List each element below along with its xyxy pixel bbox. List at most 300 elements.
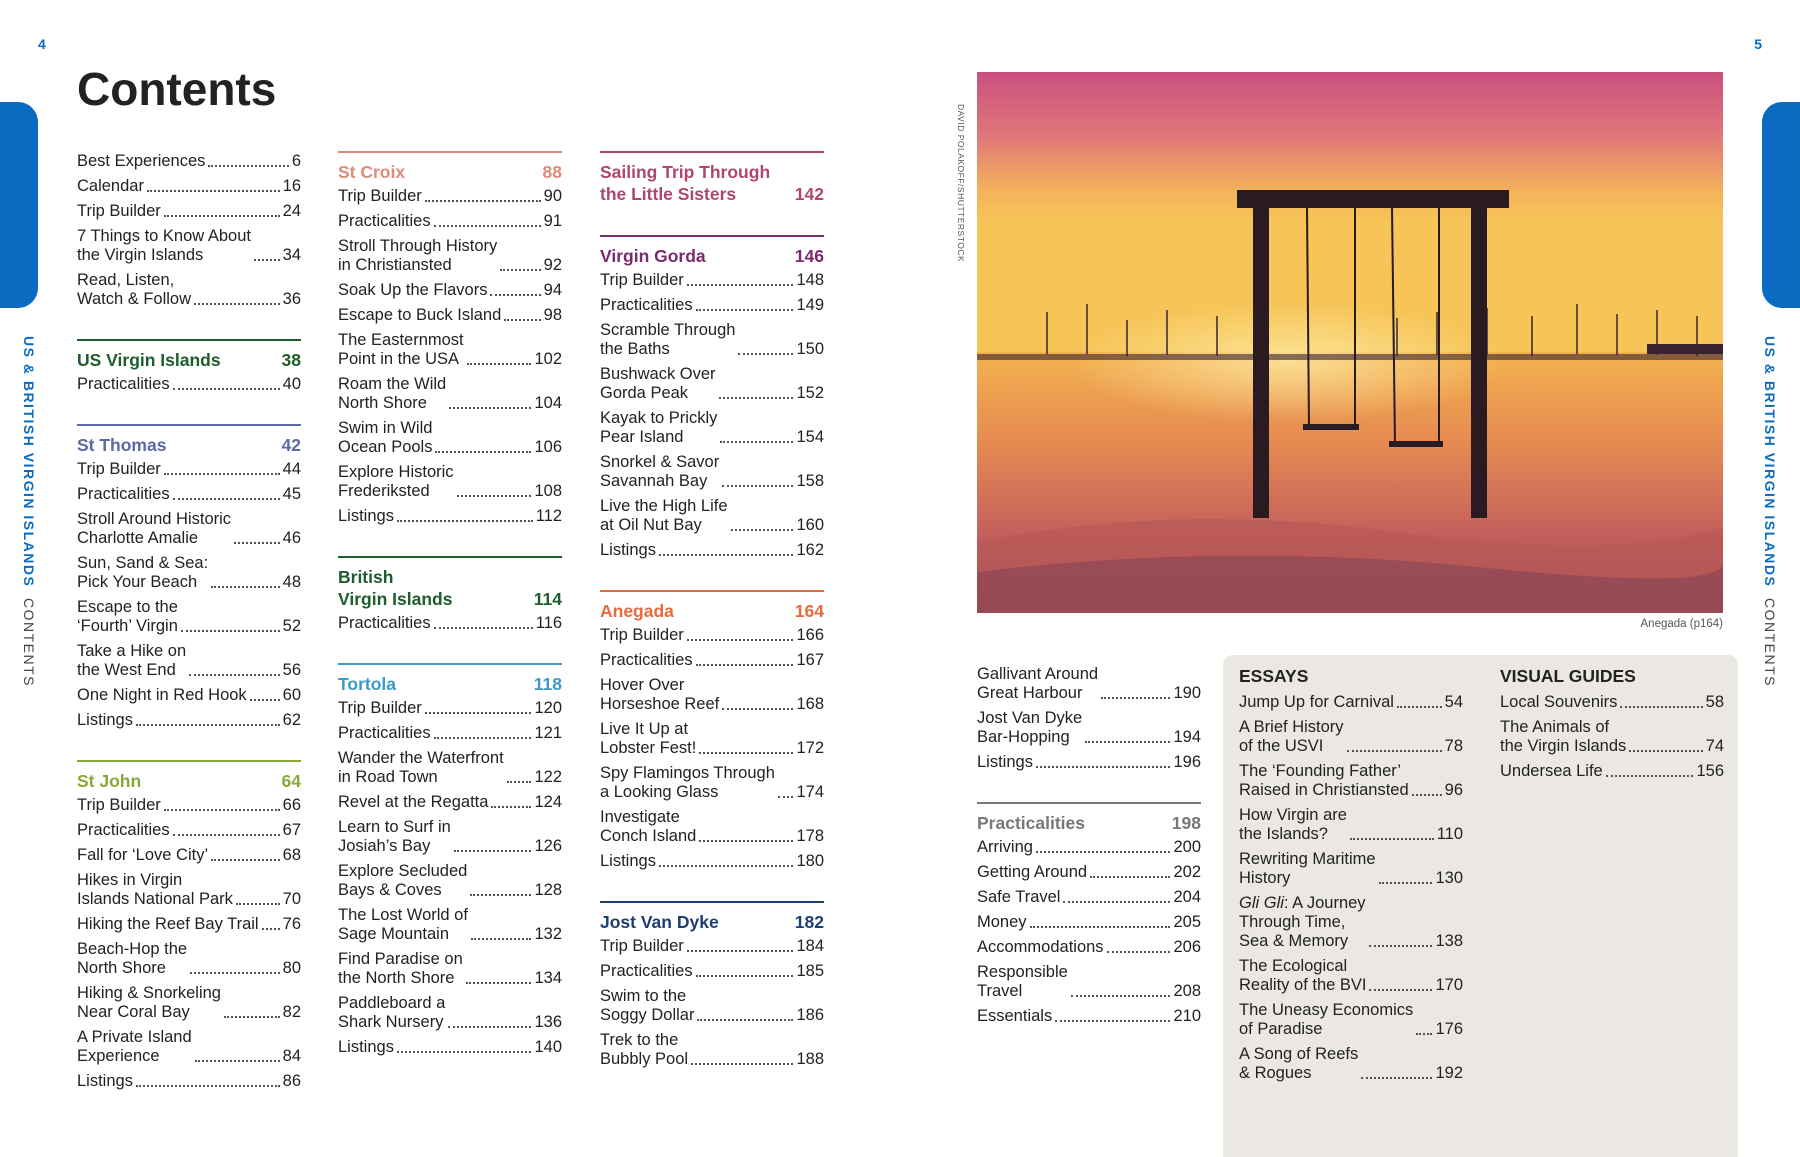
dot-leader <box>164 809 280 811</box>
toc-entry[interactable] <box>600 541 824 560</box>
dot-leader <box>722 485 793 487</box>
toc-entry-page: 206 <box>1173 938 1201 956</box>
toc-section-jost-van-dyke <box>600 901 824 1069</box>
toc-entry[interactable] <box>338 862 562 900</box>
toc-entry-title <box>338 237 497 275</box>
toc-entry[interactable] <box>977 838 1201 857</box>
toc-entry-page: 96 <box>1444 781 1463 799</box>
dot-leader <box>691 1063 793 1065</box>
dot-leader <box>490 294 540 296</box>
toc-entry[interactable] <box>338 699 562 718</box>
toc-entry[interactable] <box>977 709 1201 747</box>
toc-entry-page: 174 <box>796 783 824 801</box>
anegada-sunset-photo <box>977 72 1723 613</box>
toc-entry-title <box>977 938 1104 957</box>
toc-section-sailing-trip <box>600 151 824 205</box>
dot-leader <box>1107 951 1171 953</box>
toc-entry[interactable] <box>338 724 562 743</box>
toc-entry-title <box>338 281 487 300</box>
toc-entry-page: 46 <box>282 529 301 547</box>
toc-entry-page: 180 <box>796 852 824 870</box>
toc-entry-page: 188 <box>796 1050 824 1068</box>
toc-entry-page: 92 <box>543 256 562 274</box>
dot-leader <box>1063 901 1170 903</box>
dot-leader <box>164 473 280 475</box>
dot-leader <box>1036 766 1171 768</box>
toc-entry[interactable] <box>600 296 824 315</box>
toc-entry-line: Paddleboard a <box>338 994 446 1012</box>
toc-entry-title <box>600 651 693 670</box>
dot-leader <box>1369 945 1433 947</box>
toc-entry[interactable] <box>1500 693 1724 712</box>
toc-entry-page: 76 <box>282 915 301 933</box>
toc-entry[interactable] <box>77 846 301 865</box>
dot-leader <box>448 1026 531 1028</box>
toc-entry-line: Practicalities <box>77 821 170 839</box>
page-number-left: 4 <box>38 36 46 52</box>
toc-entry-line: Trip Builder <box>338 187 422 205</box>
toc-entry-page: 52 <box>282 617 301 635</box>
toc-entry-page: 148 <box>796 271 824 289</box>
toc-entry-line: Hikes in Virgin <box>77 871 183 889</box>
toc-entry[interactable] <box>1239 762 1463 800</box>
toc-entry-page: 202 <box>1173 863 1201 881</box>
toc-entry[interactable] <box>338 331 562 369</box>
toc-entry[interactable] <box>1239 806 1463 844</box>
dot-leader <box>434 225 541 227</box>
toc-entry[interactable] <box>600 987 824 1025</box>
toc-entry-title <box>977 913 1027 932</box>
toc-entry-title <box>977 888 1060 907</box>
toc-entry[interactable] <box>77 177 301 196</box>
toc-entry[interactable] <box>1239 894 1463 951</box>
dot-leader <box>435 451 531 453</box>
dot-leader <box>147 190 280 192</box>
toc-entry[interactable] <box>600 937 824 956</box>
toc-entry-page: 60 <box>282 686 301 704</box>
section-header[interactable] <box>338 556 562 610</box>
toc-entry-line: Frederiksted <box>338 482 430 500</box>
toc-entry[interactable] <box>338 507 562 526</box>
toc-entry-line: Safe Travel <box>977 888 1061 906</box>
toc-entry-line: Sage Mountain <box>338 925 449 943</box>
toc-entry-line: Listings <box>338 1038 394 1056</box>
toc-column-4 <box>977 665 1201 1056</box>
dot-leader <box>1350 838 1434 840</box>
section-header[interactable] <box>600 590 824 622</box>
toc-entry[interactable] <box>77 984 301 1022</box>
dot-leader <box>189 674 279 676</box>
dot-leader <box>731 529 794 531</box>
dot-leader <box>194 303 280 305</box>
toc-entry-line: Experience <box>77 1047 160 1065</box>
toc-entry[interactable] <box>977 863 1201 882</box>
toc-entry-page: 158 <box>796 472 824 490</box>
section-title: St Thomas <box>77 435 167 455</box>
toc-entry-page: 84 <box>282 1047 301 1065</box>
toc-section-us-virgin-islands <box>77 339 301 394</box>
toc-entry-title <box>77 271 191 309</box>
toc-entry-page: 67 <box>282 821 301 839</box>
toc-entry-line: Practicalities <box>77 485 170 503</box>
toc-entry-title <box>338 724 431 743</box>
visual-guides-entries <box>1500 693 1724 781</box>
dot-leader <box>1036 851 1171 853</box>
toc-entry-page: 170 <box>1435 976 1463 994</box>
toc-entry-page: 80 <box>282 959 301 977</box>
toc-entry[interactable] <box>1500 718 1724 756</box>
toc-entry-title <box>338 994 445 1032</box>
toc-intro-list <box>77 152 301 309</box>
dot-leader <box>181 630 280 632</box>
toc-entry-title <box>1239 894 1366 951</box>
toc-entry[interactable] <box>977 963 1201 1001</box>
toc-entry-page: 66 <box>282 796 301 814</box>
essays-list <box>1239 665 1463 1089</box>
section-header[interactable] <box>600 901 824 933</box>
toc-entry-page: 210 <box>1173 1007 1201 1025</box>
toc-entry-line: Scramble Through <box>600 321 736 339</box>
dot-leader <box>173 834 280 836</box>
toc-entry-page: 58 <box>1705 693 1724 711</box>
toc-entry-line: North Shore <box>338 394 427 412</box>
toc-entry-title <box>600 409 717 447</box>
toc-entry-title <box>600 453 719 491</box>
toc-entry[interactable] <box>77 871 301 909</box>
page-title: Contents <box>77 63 277 115</box>
toc-entry-title <box>77 510 231 548</box>
toc-entry[interactable] <box>600 271 824 290</box>
toc-entry[interactable] <box>1239 1001 1463 1039</box>
section-page: 146 <box>794 246 824 266</box>
toc-entry-line: Essentials <box>977 1007 1053 1025</box>
toc-entry[interactable] <box>77 686 301 705</box>
toc-entry[interactable] <box>600 321 824 359</box>
toc-entry[interactable] <box>600 962 824 981</box>
toc-entry-page: 110 <box>1436 825 1463 843</box>
toc-entry-line: Great Harbour <box>977 684 1083 702</box>
toc-entry[interactable] <box>77 202 301 221</box>
toc-entry[interactable] <box>338 281 562 300</box>
toc-column-2 <box>338 151 562 1087</box>
visual-guides-list <box>1500 665 1724 787</box>
toc-entry-line: Escape to Buck Island <box>338 306 502 324</box>
toc-entry[interactable] <box>977 913 1201 932</box>
toc-entry[interactable] <box>77 940 301 978</box>
toc-entry[interactable] <box>600 497 824 535</box>
toc-entry-page: 128 <box>534 881 562 899</box>
toc-entry-line: Accommodations <box>977 938 1104 956</box>
toc-entry[interactable] <box>600 365 824 403</box>
toc-entry[interactable] <box>77 227 301 265</box>
dot-leader <box>722 708 793 710</box>
toc-entry-title <box>977 963 1068 1001</box>
dot-leader <box>136 724 280 726</box>
toc-entry-line: Hover Over <box>600 676 685 694</box>
dot-leader <box>425 200 541 202</box>
section-title: Tortola <box>338 674 397 694</box>
section-page: 88 <box>542 162 562 182</box>
toc-entry-line: Charlotte Amalie <box>77 529 199 547</box>
toc-entry[interactable] <box>338 306 562 325</box>
dot-leader <box>1397 706 1442 708</box>
toc-entry-title <box>77 984 221 1022</box>
toc-entry-line: Bushwack Over <box>600 365 716 383</box>
toc-entry[interactable] <box>77 375 301 394</box>
toc-entry-line: ‘Fourth’ Virgin <box>77 617 178 635</box>
dot-leader <box>738 353 793 355</box>
toc-entry-title <box>77 642 186 680</box>
toc-section-st-croix <box>338 151 562 526</box>
section-page: 198 <box>1171 813 1201 833</box>
toc-entry[interactable] <box>338 212 562 231</box>
toc-entry-line: Pick Your Beach <box>77 573 198 591</box>
dot-leader <box>195 1060 280 1062</box>
toc-entry[interactable] <box>1239 1045 1463 1083</box>
toc-entry-title <box>77 202 161 221</box>
toc-entry-title <box>600 962 693 981</box>
toc-entry[interactable] <box>77 821 301 840</box>
section-title <box>338 566 534 610</box>
toc-entry[interactable] <box>600 720 824 758</box>
sunset-swing-illustration <box>977 72 1723 613</box>
toc-entry-title <box>1239 957 1366 995</box>
toc-entry-page: 172 <box>796 739 824 757</box>
toc-entry[interactable] <box>600 626 824 645</box>
toc-entry-title <box>1239 1001 1413 1039</box>
section-entries <box>600 271 824 560</box>
dot-leader <box>454 850 532 852</box>
toc-entry-page: 104 <box>534 394 562 412</box>
toc-entry-title <box>600 852 656 871</box>
toc-entry[interactable] <box>1239 693 1463 712</box>
toc-entry[interactable] <box>600 852 824 871</box>
toc-entry[interactable] <box>77 711 301 730</box>
toc-entry[interactable] <box>338 1038 562 1057</box>
dot-leader <box>471 938 532 940</box>
section-page: 164 <box>794 601 824 621</box>
toc-entry-line: The Lost World of <box>338 906 468 924</box>
toc-entry[interactable] <box>600 453 824 491</box>
toc-entry-line: Trip Builder <box>77 202 161 220</box>
dot-leader <box>457 495 532 497</box>
toc-entry-line: Conch Island <box>600 827 697 845</box>
toc-entry-page: 24 <box>282 202 301 220</box>
toc-entry-page: 120 <box>534 699 562 717</box>
toc-entry-page: 132 <box>534 925 562 943</box>
toc-entry-line: Horseshoe Reef <box>600 695 720 713</box>
section-header[interactable] <box>338 663 562 695</box>
toc-entry-title <box>338 818 451 856</box>
toc-entry[interactable] <box>77 1072 301 1091</box>
toc-entry[interactable] <box>600 409 824 447</box>
dot-leader <box>687 639 794 641</box>
toc-entry-line: Bar-Hopping <box>977 728 1070 746</box>
toc-entry[interactable] <box>77 485 301 504</box>
toc-entry[interactable] <box>338 906 562 944</box>
toc-entry-title <box>338 331 464 369</box>
toc-entry[interactable] <box>338 463 562 501</box>
section-title-line: the Little Sisters <box>600 184 737 204</box>
dot-leader <box>696 975 794 977</box>
section-entries <box>77 375 301 394</box>
toc-entry[interactable] <box>600 1031 824 1069</box>
toc-entry-line: Practicalities <box>77 375 170 393</box>
toc-entry[interactable] <box>977 1007 1201 1026</box>
toc-entry[interactable] <box>338 793 562 812</box>
toc-entry[interactable] <box>1500 762 1724 781</box>
toc-entry-line: Stroll Around Historic <box>77 510 232 528</box>
toc-entry-title <box>1239 1045 1358 1083</box>
toc-entry[interactable] <box>600 808 824 846</box>
toc-entry-line: Wander the Waterfront <box>338 749 504 767</box>
toc-entry-page: 185 <box>796 962 824 980</box>
section-header[interactable] <box>77 424 301 456</box>
toc-entry-page: 16 <box>282 177 301 195</box>
dot-leader <box>500 269 540 271</box>
section-title: St Croix <box>338 162 406 182</box>
toc-entry[interactable] <box>600 676 824 714</box>
toc-entry-page: 36 <box>282 290 301 308</box>
toc-entry[interactable] <box>77 271 301 309</box>
toc-entry-page: 82 <box>282 1003 301 1021</box>
toc-entry-line: Stroll Through History <box>338 237 498 255</box>
toc-entry-title <box>1500 762 1603 781</box>
dot-leader <box>262 928 280 930</box>
toc-entry-title <box>977 1007 1052 1026</box>
toc-entry-line: Trip Builder <box>600 271 684 289</box>
section-page: 42 <box>281 435 301 455</box>
toc-entry[interactable] <box>77 554 301 592</box>
section-entries <box>600 937 824 1069</box>
toc-entry-title <box>77 796 161 815</box>
toc-entry-page: 74 <box>1705 737 1724 755</box>
toc-entry-line: Fall for ‘Love City’ <box>77 846 209 864</box>
toc-entry-line: Listings <box>600 541 656 559</box>
toc-entry[interactable] <box>338 375 562 413</box>
toc-entry[interactable] <box>338 749 562 787</box>
toc-entry[interactable] <box>77 598 301 636</box>
toc-entry[interactable] <box>338 950 562 988</box>
toc-entry[interactable] <box>600 651 824 670</box>
section-entries <box>977 838 1201 1026</box>
toc-entry-title <box>338 507 394 526</box>
toc-entry[interactable] <box>977 753 1201 772</box>
toc-entry-line: Listings <box>338 507 394 525</box>
section-header[interactable] <box>977 802 1201 834</box>
dot-leader <box>1412 794 1442 796</box>
toc-entry[interactable] <box>338 237 562 275</box>
toc-entry[interactable] <box>338 614 562 633</box>
toc-entry[interactable] <box>77 460 301 479</box>
toc-entry-page: 62 <box>282 711 301 729</box>
dot-leader <box>173 498 280 500</box>
dot-leader <box>434 627 533 629</box>
section-title-line: Sailing Trip Through <box>600 162 771 182</box>
toc-entry-page: 94 <box>543 281 562 299</box>
toc-entry-line: Soggy Dollar <box>600 1006 695 1024</box>
toc-entry-title <box>338 463 454 501</box>
toc-entry-line: Jump Up for Carnival <box>1239 693 1394 711</box>
toc-entry-line: the West End <box>77 661 176 679</box>
dot-leader <box>507 781 532 783</box>
toc-entry-line: History <box>1239 869 1291 887</box>
toc-entry[interactable] <box>77 1028 301 1066</box>
toc-entry[interactable] <box>600 764 824 802</box>
toc-entry[interactable] <box>338 419 562 457</box>
toc-entry-page: 208 <box>1173 982 1201 1000</box>
toc-entry-page: 106 <box>534 438 562 456</box>
toc-entry[interactable] <box>77 510 301 548</box>
toc-entry-page: 40 <box>282 375 301 393</box>
toc-entry[interactable] <box>977 665 1201 703</box>
toc-entry-title <box>600 676 719 714</box>
toc-entry[interactable] <box>1239 718 1463 756</box>
toc-entry-title <box>77 1028 192 1066</box>
toc-entry[interactable] <box>338 994 562 1032</box>
section-header[interactable] <box>77 339 301 371</box>
dot-leader <box>699 752 793 754</box>
toc-entry-page: 48 <box>282 573 301 591</box>
dot-leader <box>470 894 531 896</box>
toc-entry-line: Reality of the BVI <box>1239 976 1367 994</box>
toc-entry-line: Trek to the <box>600 1031 679 1049</box>
photo-caption: Anegada (p164) <box>1640 618 1723 630</box>
toc-entry[interactable] <box>977 938 1201 957</box>
toc-column-3 <box>600 151 824 1099</box>
toc-entry[interactable] <box>77 915 301 934</box>
toc-entry[interactable] <box>1239 850 1463 888</box>
toc-entry-title <box>77 686 247 705</box>
toc-entry[interactable] <box>77 152 301 171</box>
toc-entry[interactable] <box>1239 957 1463 995</box>
toc-entry[interactable] <box>338 187 562 206</box>
toc-entry-line: Kayak to Prickly <box>600 409 718 427</box>
toc-entry-title <box>600 365 716 403</box>
toc-entry-line: Sea & Memory <box>1239 932 1349 950</box>
toc-entry-line: Practicalities <box>600 962 693 980</box>
toc-entry[interactable] <box>77 796 301 815</box>
toc-entry-title <box>338 306 501 325</box>
toc-entry[interactable] <box>338 818 562 856</box>
section-header[interactable] <box>338 151 562 183</box>
toc-entry-page: 134 <box>534 969 562 987</box>
toc-entry-page: 54 <box>1444 693 1463 711</box>
toc-entry-line: Arriving <box>977 838 1033 856</box>
essays-entries <box>1239 693 1463 1083</box>
toc-entry-line: a Looking Glass <box>600 783 719 801</box>
toc-entry-page: 160 <box>796 516 824 534</box>
section-header[interactable] <box>600 151 824 205</box>
page-number-right: 5 <box>1754 36 1762 52</box>
toc-entry-page: 205 <box>1173 913 1201 931</box>
section-page: 114 <box>533 589 562 609</box>
dot-leader <box>467 363 532 365</box>
toc-entry[interactable] <box>977 888 1201 907</box>
toc-entry-line: Explore Secluded <box>338 862 468 880</box>
photo-credit: DAVID POLAKOFF/SHUTTERSTOCK <box>956 104 966 263</box>
toc-entry-title <box>977 863 1087 882</box>
toc-entry-line: Josiah’s Bay <box>338 837 431 855</box>
toc-entry-title <box>338 862 467 900</box>
toc-column-1 <box>77 152 301 1121</box>
toc-entry-title <box>77 711 133 730</box>
toc-entry[interactable] <box>77 642 301 680</box>
section-header[interactable] <box>600 235 824 267</box>
section-header[interactable] <box>77 760 301 792</box>
toc-entry-line: Watch & Follow <box>77 290 192 308</box>
toc-entry-line: Hiking & Snorkeling <box>77 984 221 1002</box>
